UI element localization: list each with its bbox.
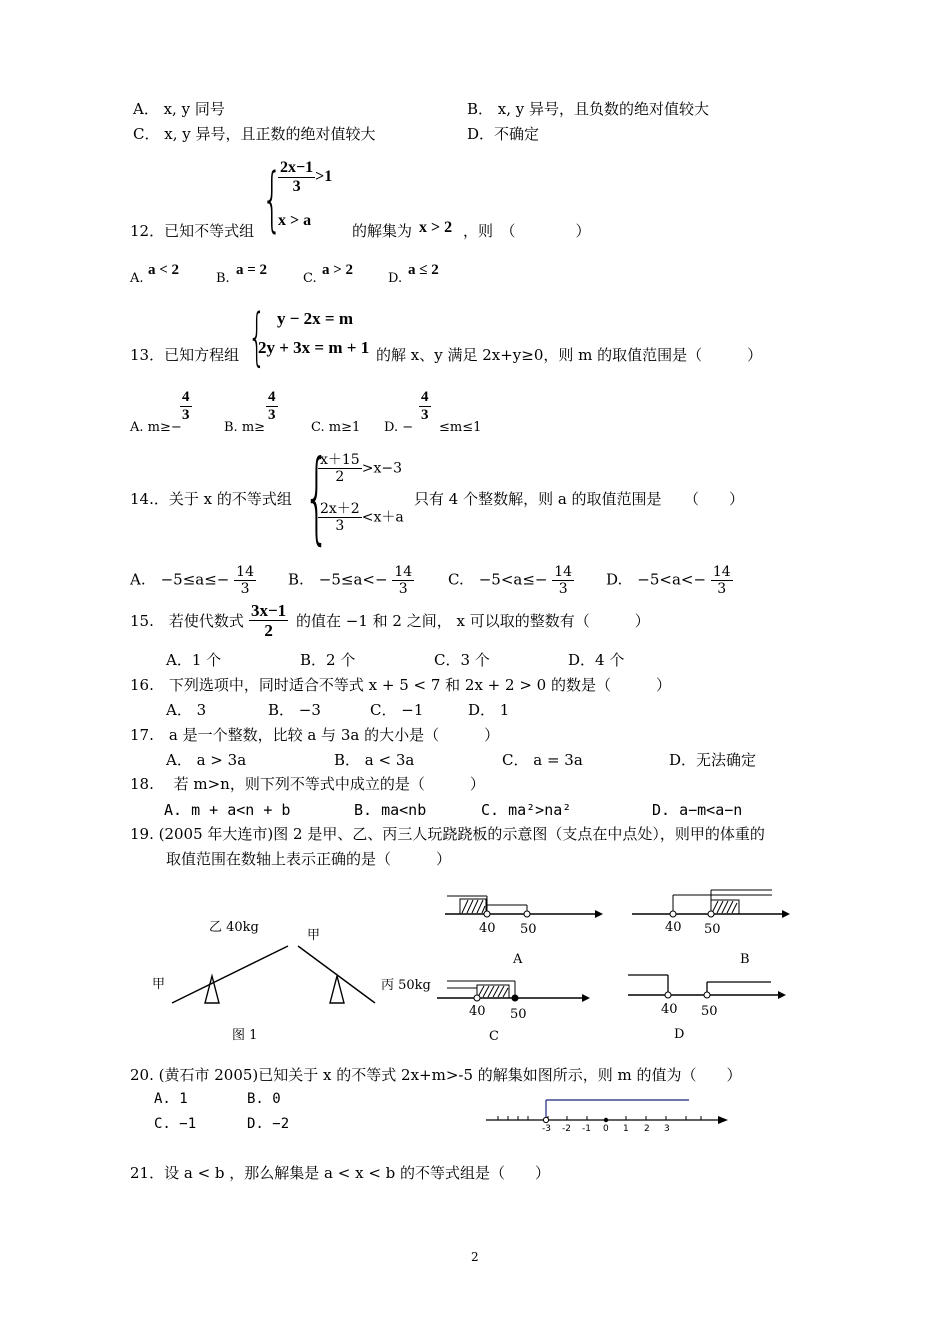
line-b-label: B	[740, 952, 750, 967]
q19-line1: 19. (2005 年大连市)图 2 是甲、乙、丙三人玩跷跷板的示意图（支点在中点处），则甲的体重的	[130, 825, 765, 843]
q20-option-b: B. 0	[247, 1091, 281, 1107]
q14-option-d: D. −5<a<− $\frac{14}{3}$	[606, 564, 731, 597]
q17-option-a: A． a > 3a	[166, 751, 247, 769]
q12-option-c: a > 2	[322, 262, 354, 278]
q14-suffix: 只有 4 个整数解，则 a 的取值范围是 （ ）	[414, 490, 745, 508]
seesaw-label-jia-top: 甲	[307, 928, 321, 943]
q17-text: 17. a 是一个整数，比较 a 与 3a 的大小是（ ）	[130, 726, 500, 744]
q12-option-b: a = 2	[236, 262, 268, 278]
q13-option-d-frac: $\frac{4}{3}$	[421, 389, 429, 423]
line-d-tick-40: 40	[661, 1002, 678, 1017]
seesaw-label-bing: 丙 50kg	[381, 978, 431, 993]
q14-option-a: A. −5≤a≤− $\frac{14}{3}$	[130, 564, 254, 597]
line-a-label: A	[513, 952, 523, 967]
line-b-tick-40: 40	[665, 920, 682, 935]
line-c-label: C	[489, 1029, 499, 1044]
figure-caption: 图 1	[232, 1028, 258, 1043]
axis-tick-3: 3	[664, 1124, 670, 1134]
q12-solution: x > 2	[419, 219, 453, 236]
q11-option-b: B． x, y 异号，且负数的绝对值较大	[467, 100, 710, 118]
page-number: 2	[471, 1250, 479, 1264]
q13-option-d: D. −	[384, 420, 414, 435]
q15-prefix: 15. 若使代数式	[130, 612, 244, 630]
q12-option-a: a < 2	[148, 262, 180, 278]
q16-option-d: D． 1	[468, 701, 510, 719]
number-line-d	[628, 968, 798, 1008]
q11-option-d: D．不确定	[467, 125, 540, 143]
axis-tick-neg3: -3	[542, 1124, 551, 1134]
q12-option-a-label: A.	[130, 271, 144, 286]
q13-option-b: B. m≥	[224, 420, 266, 435]
q14-option-b: B. −5≤a<− $\frac{14}{3}$	[288, 564, 413, 597]
q12-option-d-label: D.	[388, 271, 403, 286]
q20-option-a: A. 1	[154, 1091, 188, 1107]
q17-option-d: D．无法确定	[669, 751, 757, 769]
q11-option-a: A． x, y 同号	[133, 100, 225, 118]
q20-text: 20. (黄石市 2005)已知关于 x 的不等式 2x+m>-5 的解集如图所示，则 m 的值为（ ）	[130, 1066, 742, 1084]
q14-ineq1: $\frac{x+15}{2}$ >x−3	[320, 452, 402, 485]
q16-option-c: C． −1	[370, 701, 424, 719]
q12-ineq1: $\frac{2x-1}{3}$ >1	[280, 159, 333, 195]
q13-option-a-frac: $\frac{4}{3}$	[182, 389, 190, 423]
seesaw-label-yi: 乙 40kg	[209, 920, 259, 935]
q14-prefix: 14.．关于 x 的不等式组	[130, 490, 292, 508]
q13-option-a: A. m≥−	[130, 420, 182, 435]
q13-prefix: 13．已知方程组	[130, 346, 240, 364]
q12-middle: 的解集为	[352, 222, 413, 240]
axis-tick-0: 0	[603, 1124, 609, 1134]
q12-option-b-label: B.	[216, 271, 230, 286]
line-b-tick-50: 50	[704, 922, 721, 937]
q12-option-d: a ≤ 2	[408, 262, 439, 278]
seesaw-label-jia-left: 甲	[152, 977, 166, 992]
q13-suffix: 的解 x、y 满足 2x+y≥0，则 m 的取值范围是（ ）	[376, 346, 763, 364]
q18-option-b: B. ma<nb	[354, 801, 427, 819]
q17-option-c: C． a = 3a	[502, 751, 583, 769]
q14-option-c: C. −5<a≤− $\frac{14}{3}$	[448, 564, 573, 597]
axis-tick-neg1: -1	[582, 1124, 591, 1134]
q16-option-b: B． −3	[268, 701, 321, 719]
line-a-tick-50: 50	[520, 922, 537, 937]
q21-text: 21．设 a < b ，那么解集是 a < x < b 的不等式组是（ ）	[130, 1164, 551, 1182]
q13-option-c: C. m≥1	[311, 420, 361, 435]
q20-option-d: D. −2	[247, 1116, 290, 1132]
q20-option-c: C. −1	[154, 1116, 197, 1132]
q15-fraction: $\frac{3x-1}{2}$	[251, 601, 287, 640]
q13-option-b-frac: $\frac{4}{3}$	[268, 389, 276, 423]
q12-option-c-label: C.	[303, 271, 317, 286]
q13-eq2: 2y + 3x = m + 1	[258, 338, 370, 357]
q13-eq1: y − 2x = m	[277, 309, 354, 328]
q12-prefix: 12．已知不等式组	[130, 222, 255, 240]
q18-option-c: C. ma²>na²	[481, 801, 572, 819]
q12-ineq2: x > a	[278, 212, 312, 229]
q15-option-b: B．2 个	[300, 651, 356, 669]
axis-tick-2: 2	[644, 1124, 650, 1134]
line-d-label: D	[674, 1027, 685, 1042]
q14-brace: {	[304, 438, 330, 555]
q15-option-a: A．1 个	[166, 651, 222, 669]
q18-option-d: D. a−m<a−n	[652, 801, 743, 819]
q15-option-d: D．4 个	[568, 651, 625, 669]
axis-tick-neg2: -2	[562, 1124, 571, 1134]
q15-option-c: C．3 个	[434, 651, 490, 669]
q16-text: 16. 下列选项中，同时适合不等式 x + 5 < 7 和 2x + 2 > 0 的数是（ ）	[130, 676, 671, 694]
q20-number-line	[486, 1097, 736, 1127]
q19-line2: 取值范围在数轴上表示正确的是（ ）	[166, 850, 452, 868]
q17-option-b: B． a < 3a	[334, 751, 415, 769]
q18-text: 18. 若 m>n，则下列不等式中成立的是（ ）	[130, 775, 485, 793]
q13-option-d-post: ≤m≤1	[439, 420, 482, 435]
q12-brace: {	[262, 158, 283, 240]
q16-option-a: A． 3	[166, 701, 207, 719]
q14-ineq2: $\frac{2x+2}{3}$ <x＋a	[320, 501, 404, 534]
axis-tick-1: 1	[623, 1124, 629, 1134]
q18-option-a: A. m + a<n + b	[164, 801, 291, 819]
q12-suffix: ，则 （ ）	[463, 222, 591, 240]
q13-brace: {	[248, 300, 266, 373]
line-c-tick-50: 50	[510, 1007, 527, 1022]
q15-suffix: 的值在 −1 和 2 之间， x 可以取的整数有（ ）	[296, 612, 650, 630]
line-a-tick-40: 40	[479, 921, 496, 936]
line-d-tick-50: 50	[701, 1004, 718, 1019]
q11-option-c: C． x, y 异号，且正数的绝对值较大	[133, 125, 376, 143]
line-c-tick-40: 40	[469, 1004, 486, 1019]
